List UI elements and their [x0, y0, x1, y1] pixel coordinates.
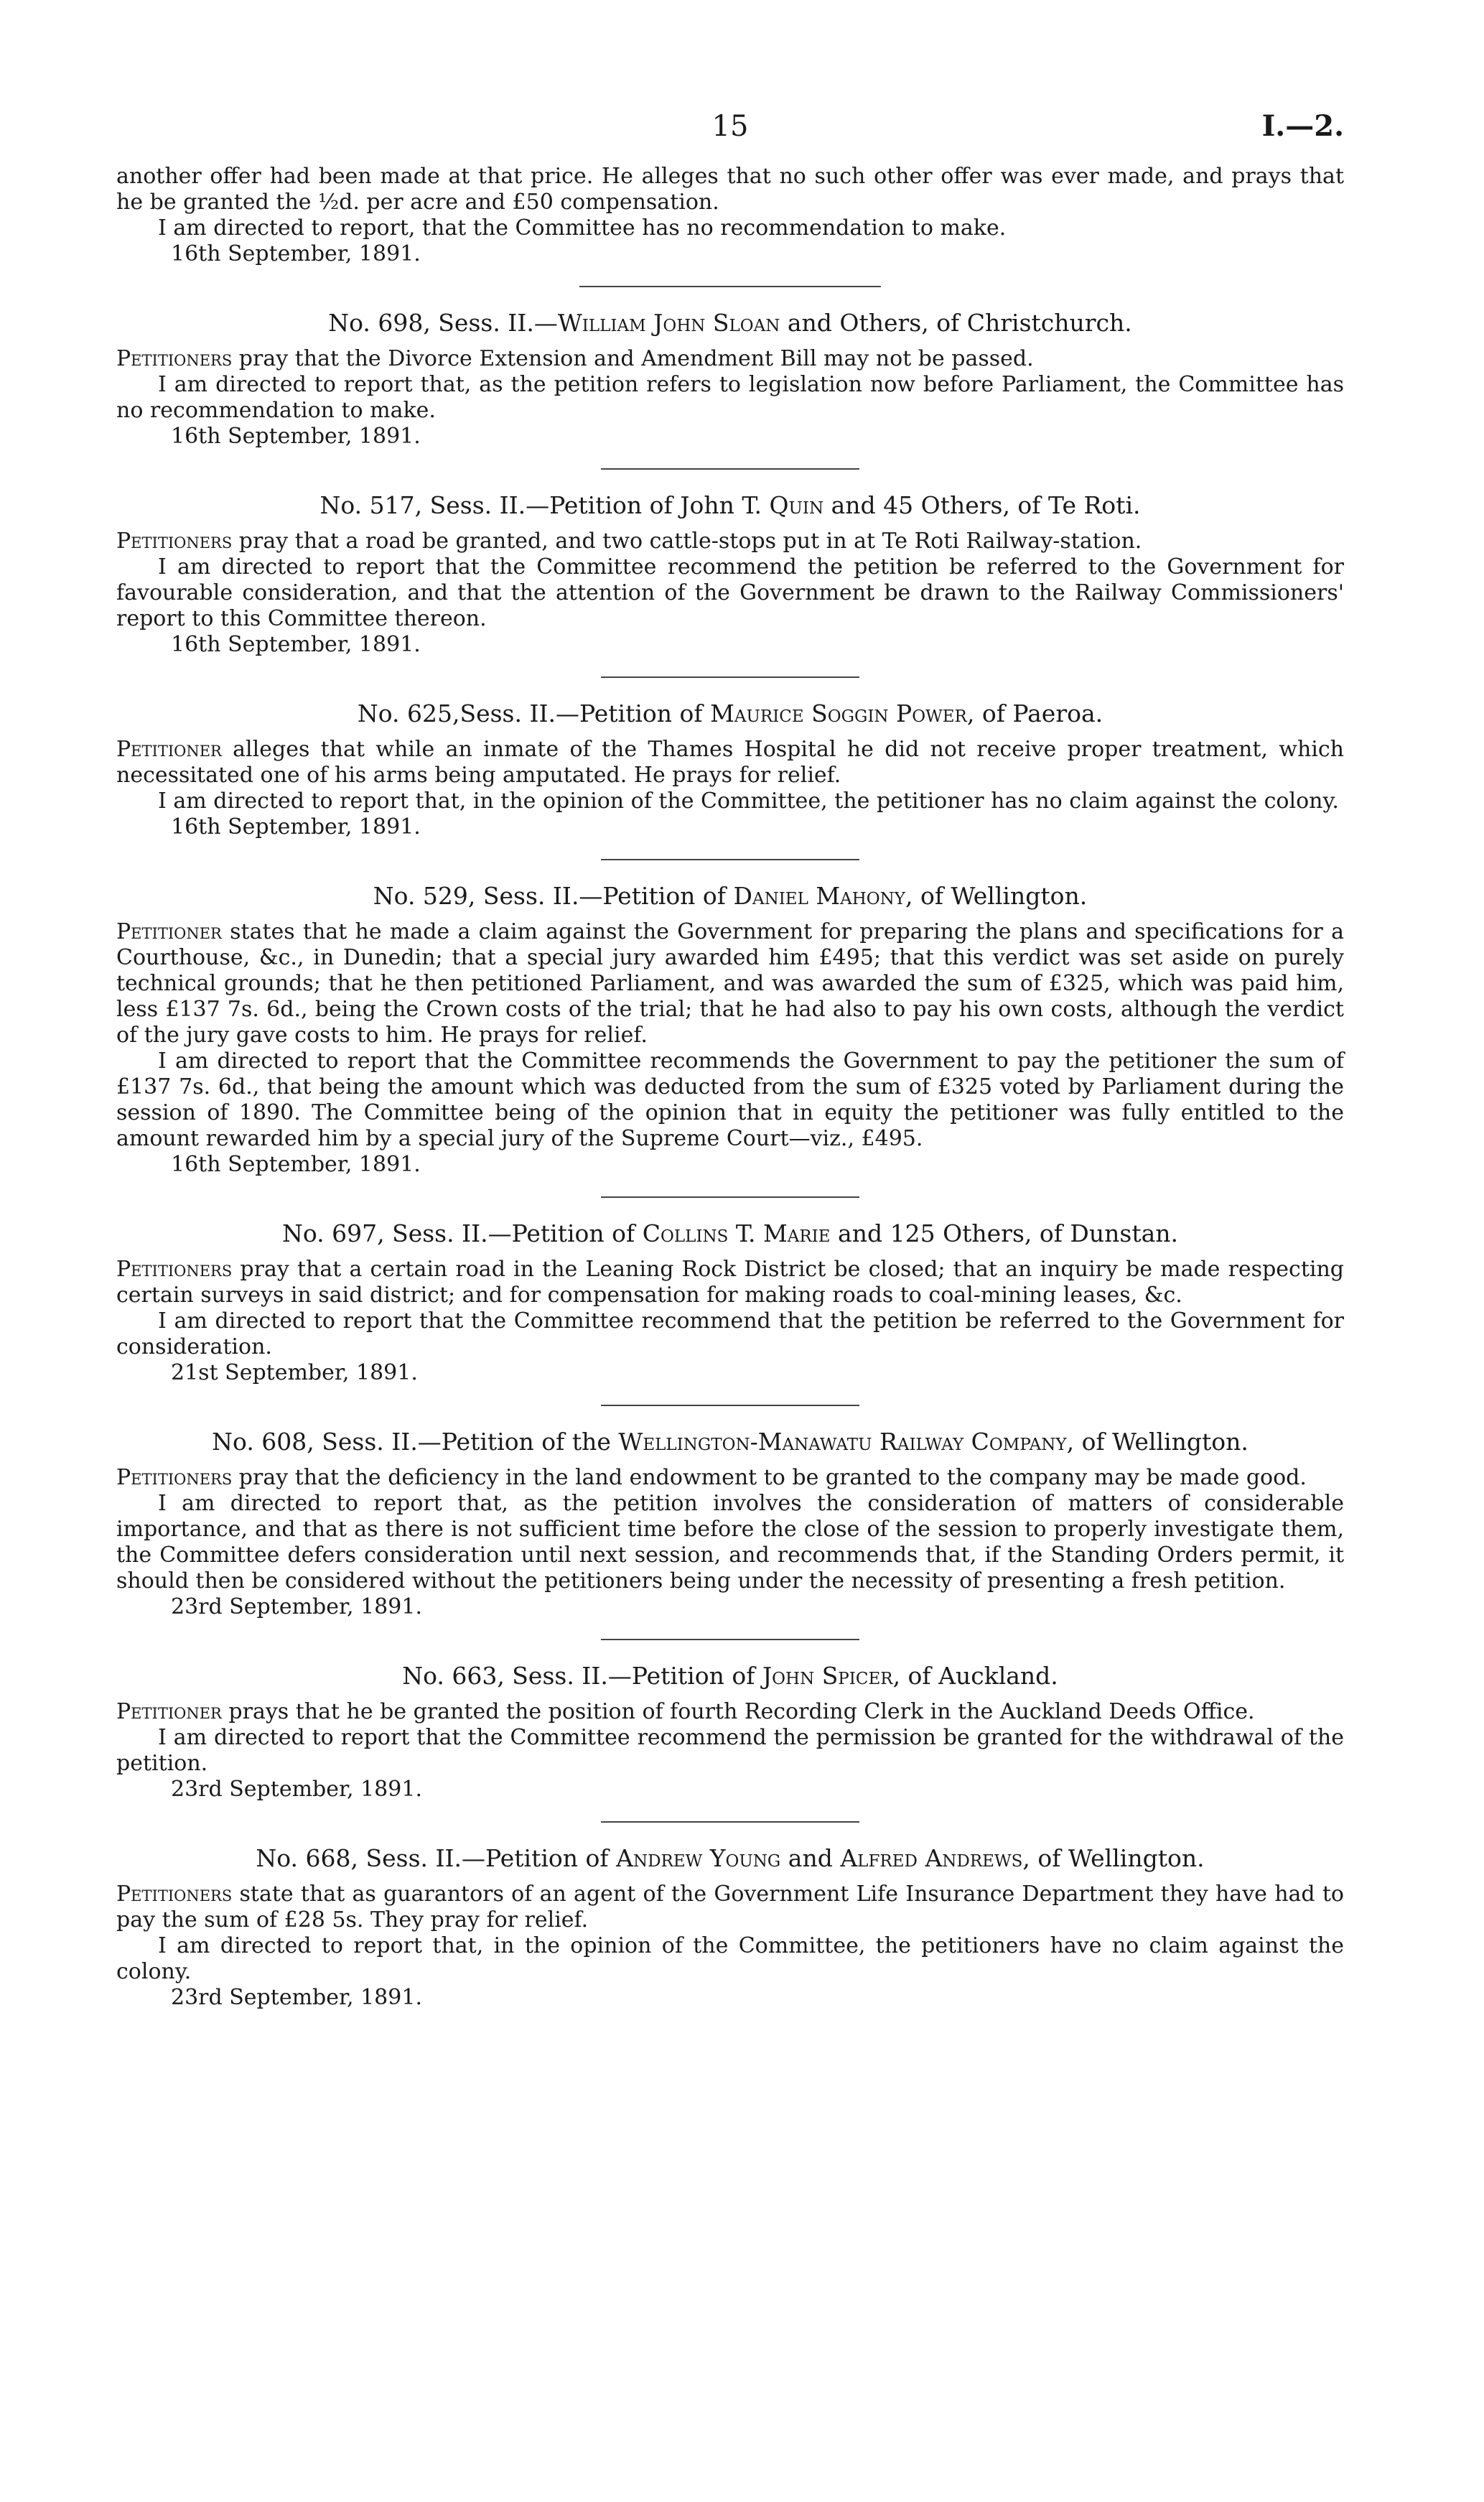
petition-report: I am directed to report that, in the opinion of the Committee, the petitioners have no claim against the colony.	[116, 1933, 1344, 1984]
intro-text: another offer had been made at that price. He alleges that no such other offer was ever made, and prays that he be granted the ½d. per acre and £50 compensation.	[116, 164, 1344, 215]
petitioner-name: John Spicer	[762, 1662, 893, 1690]
petition-section	[116, 701, 1344, 860]
petition-body: Petitioner states that he made a claim against the Government for preparing the plans and specifications for a Courthouse, &c., in Dunedin; that a special jury awarded him £495; that this verdict was set aside on purely technical grounds; that he then petitioned Parliament, and was awarded the sum of £325, which was paid him, less £137 7s. 6d., being the Crown costs of the trial; that he had also to pay his own costs, although the verdict of the jury gave costs to him. He prays for relief.	[116, 919, 1344, 1048]
petition-body: Petitioners state that as guarantors of an agent of the Government Life Insurance Department they have had to pay the sum of £28 5s. They pray for relief.	[116, 1882, 1344, 1933]
petition-heading: No. 529, Sess. II.—Petition of Daniel Mahony, of Wellington.	[373, 882, 1088, 910]
petition-report: I am directed to report that the Committee recommend the petition be referred to the Government for favourable consideration, and that the attention of the Government be drawn to the Railway Commissioners' report to this Committee thereon.	[116, 554, 1344, 631]
petition-date: 16th September, 1891.	[171, 1152, 421, 1177]
petition-date: 21st September, 1891.	[171, 1360, 418, 1385]
petition-heading: No. 608, Sess. II.—Petition of the Wellington-Manawatu Railway Company, of Wellington.	[212, 1428, 1249, 1456]
petition-section	[116, 883, 1344, 1198]
divider	[601, 1821, 859, 1823]
divider	[601, 468, 859, 470]
petition-section	[116, 1429, 1344, 1640]
divider	[601, 676, 859, 678]
petition-heading: No. 698, Sess. II.—William John Sloan and Others, of Christchurch.	[328, 309, 1132, 337]
petition-report: I am directed to report that, in the opinion of the Committee, the petitioner has no claim against the colony.	[158, 789, 1339, 814]
petition-body: Petitioner alleges that while an inmate of the Thames Hospital he did not receive proper treatment, which necessitated one of his arms being amputated. He prays for relief.	[116, 737, 1344, 788]
petition-body: Petitioners pray that the deficiency in the land endowment to be granted to the company may be made good.	[116, 1465, 1307, 1490]
divider	[601, 1196, 859, 1198]
petition-report: I am directed to report that the Committee recommends the Government to pay the petitioner the sum of £137 7s. 6d., that being the amount which was deducted from the sum of £325 voted by Parliament during the session of 1890. The Committee being of the opinion that in equity the petitioner was fully entitled to the amount rewarded him by a special jury of the Supreme Court—viz., £495.	[116, 1048, 1344, 1151]
petitioner-name: Alfred Andrews	[840, 1844, 1023, 1872]
petitioner-name: Maurice Soggin Power	[710, 699, 967, 727]
petition-section	[116, 1846, 1344, 2011]
petition-heading: No. 663, Sess. II.—Petition of John Spicer, of Auckland.	[402, 1662, 1058, 1690]
divider	[579, 286, 881, 287]
petition-report: I am directed to report that, as the petition refers to legislation now before Parliament, the Committee has no recommendation to make.	[116, 372, 1344, 423]
petitioner-name: Collins T. Marie	[642, 1219, 831, 1247]
petition-heading: No. 668, Sess. II.—Petition of Andrew Young and Alfred Andrews, of Wellington.	[256, 1844, 1205, 1872]
petition-date: 16th September, 1891.	[171, 424, 421, 449]
petitioner-name: Quin	[769, 491, 824, 519]
petition-section	[116, 310, 1344, 470]
petition-heading: No. 517, Sess. II.—Petition of John T. Quin and 45 Others, of Te Roti.	[319, 491, 1141, 519]
petition-section	[116, 493, 1344, 678]
petitioner-name: William John Sloan	[557, 309, 780, 337]
divider	[601, 1405, 859, 1406]
petition-body: Petitioner prays that he be granted the position of fourth Recording Clerk in the Auckland Deeds Office.	[116, 1699, 1255, 1724]
petitioner-name: Andrew Young	[616, 1844, 781, 1872]
petition-date: 23rd September, 1891.	[171, 1985, 422, 2010]
series-code: I.—2.	[1261, 109, 1344, 143]
petition-date: 16th September, 1891.	[171, 632, 421, 657]
petition-report: I am directed to report that the Committee recommend the permission be granted for the withdrawal of the petition.	[116, 1725, 1344, 1776]
petition-body: Petitioners pray that a road be granted, and two cattle-stops put in at Te Roti Railway-station.	[116, 529, 1142, 554]
petition-heading: No. 625,Sess. II.—Petition of Maurice Soggin Power, of Paeroa.	[357, 699, 1103, 727]
petition-body: Petitioners pray that a certain road in the Leaning Rock District be closed; that an inquiry be made respecting certain surveys in said district; and for compensation for making roads to coal-mining leases, &c.	[116, 1257, 1344, 1308]
intro-section	[116, 164, 1344, 287]
petition-date: 16th September, 1891.	[171, 814, 421, 840]
intro-report: I am directed to report, that the Committee has no recommendation to make.	[158, 215, 1007, 241]
petitioner-name: Wellington-Manawatu Railway Company	[618, 1428, 1067, 1456]
petition-section	[116, 1221, 1344, 1406]
petitioner-name: Daniel Mahony	[733, 882, 905, 910]
petition-section	[116, 1663, 1344, 1823]
petition-report: I am directed to report that, as the petition involves the consideration of matters of considerable importance, and that as there is not sufficient time before the close of the session to properly investigate them, the Committee defers consideration until next session, and recommends that, if the Standing Orders permit, it should then be considered without the petitioners being under the necessity of presenting a fresh petition.	[116, 1491, 1344, 1594]
petition-date: 23rd September, 1891.	[171, 1594, 422, 1619]
divider	[601, 859, 859, 860]
document-page	[116, 108, 1344, 2011]
petition-report: I am directed to report that the Committee recommend that the petition be referred to the Government for consideration.	[116, 1308, 1344, 1359]
page-header	[116, 108, 1344, 148]
intro-date: 16th September, 1891.	[171, 241, 421, 266]
petition-body: Petitioners pray that the Divorce Extension and Amendment Bill may not be passed.	[116, 346, 1034, 371]
page-number: 15	[711, 110, 749, 143]
petition-date: 23rd September, 1891.	[171, 1777, 422, 1802]
divider	[601, 1639, 859, 1640]
petition-heading: No. 697, Sess. II.—Petition of Collins T. Marie and 125 Others, of Dunstan.	[281, 1219, 1179, 1247]
